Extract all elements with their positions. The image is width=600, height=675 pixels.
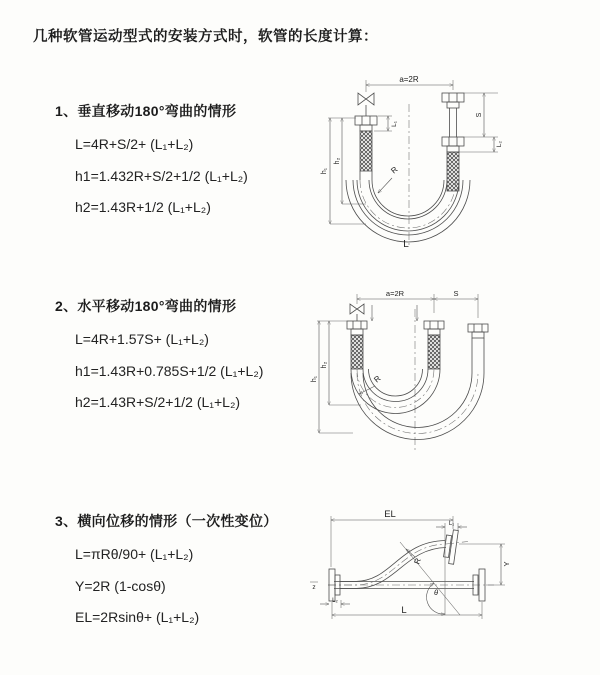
section-2-formulas xyxy=(75,324,263,419)
formula-line: h1=1.43R+0.785S+1/2 (L₁+L₂) xyxy=(75,362,264,379)
braided-hose xyxy=(351,335,363,369)
dim-label-l1: L₁ xyxy=(391,121,398,127)
axis-mark xyxy=(310,582,318,591)
formula-line: h2=1.43R+S/2+1/2 (L₁+L₂) xyxy=(75,394,241,410)
formula-line: L=4R+S/2+ (L₁+L₂) xyxy=(75,136,194,152)
theta-angle xyxy=(427,583,445,614)
s-and-l2-dimensions xyxy=(459,93,503,152)
dim-label-h1: h₁ xyxy=(311,375,318,383)
dim-label-s: S xyxy=(453,289,459,298)
braided-hose xyxy=(428,335,440,369)
dim-label-r: R xyxy=(372,373,383,385)
formula-line: h2=1.43R+1/2 (L₁+L₂) xyxy=(75,199,211,215)
left-pipe-end xyxy=(355,116,377,171)
section-2 xyxy=(55,296,263,419)
dim-label-l1: L₁ xyxy=(448,521,455,527)
formula-line: Y=2R (1-cosθ) xyxy=(75,577,166,594)
dim-label-el: EL xyxy=(384,509,396,520)
formula-line: h1=1.432R+S/2+1/2 (L₁+L₂) xyxy=(75,167,248,184)
diagram-vertical-180-bend xyxy=(308,66,510,266)
l-dimension xyxy=(332,602,482,619)
dim-label-h1: h₁ xyxy=(321,167,328,175)
dim-label-h2: h₂ xyxy=(334,157,341,165)
section-2-heading: 2、水平移动180°弯曲的情形 xyxy=(55,298,237,314)
radius-callout xyxy=(378,165,400,193)
dim-label-theta: θ xyxy=(433,588,439,597)
middle-pipe-end xyxy=(424,321,444,369)
dim-label-l2: L₂ xyxy=(496,140,503,148)
section-3-formulas xyxy=(75,539,278,634)
formula-line: EL=2Rsinθ+ (L₁+L₂) xyxy=(75,609,200,625)
top-span-dimensions xyxy=(357,289,478,318)
height-dimensions xyxy=(321,118,366,224)
diagram-1-svg xyxy=(308,66,510,266)
section-1-heading: 1、垂直移动180°弯曲的情形 xyxy=(55,103,237,119)
braided-hose xyxy=(447,152,459,191)
right-pipe-end xyxy=(442,93,464,191)
el-dimension xyxy=(331,509,453,567)
dim-label-l-total: L xyxy=(401,605,407,616)
section-3-heading: 3、横向位移的情形（一次性变位） xyxy=(55,513,278,529)
right-pipe-end-displaced xyxy=(468,324,488,373)
formula-line: L=πRθ/90+ (L₁+L₂) xyxy=(75,546,194,562)
radius-callout xyxy=(406,549,423,565)
valve-icon xyxy=(350,304,364,321)
drop-arrows xyxy=(372,305,417,321)
diagram-2-svg xyxy=(305,283,520,463)
section-1-formulas xyxy=(75,129,248,224)
dim-label-y: Y xyxy=(502,561,511,567)
section-1 xyxy=(55,101,248,224)
l2-dimension xyxy=(320,598,350,608)
page-title: 几种软管运动型式的安装方式时，软管的长度计算： xyxy=(33,29,378,45)
formula-line: L=4R+1.57S+ (L₁+L₂) xyxy=(75,331,209,347)
dim-label-span: a=2R xyxy=(399,75,419,84)
axis-mark-label: z xyxy=(312,584,316,591)
braided-hose xyxy=(360,131,372,171)
dim-label-r: R xyxy=(389,164,400,176)
dim-label-l2: L₂ xyxy=(332,598,338,604)
dim-label-span: a=2R xyxy=(385,289,405,298)
section-3 xyxy=(55,511,278,634)
l1-dimension xyxy=(374,116,398,131)
top-span-dimension xyxy=(366,75,453,92)
dim-label-h2: h₂ xyxy=(321,361,328,369)
dim-label-r: R xyxy=(412,556,423,566)
dim-label-s: S xyxy=(476,112,483,118)
valve-icon xyxy=(358,93,374,116)
l1-dimension xyxy=(436,521,467,531)
left-pipe-end xyxy=(347,321,367,369)
diagram-horizontal-180-bend xyxy=(305,283,520,463)
diagram-lateral-displacement xyxy=(298,503,528,638)
dim-label-l-total: L xyxy=(403,239,409,250)
straight-hose-position xyxy=(328,582,494,589)
diagram-3-svg xyxy=(298,503,528,638)
